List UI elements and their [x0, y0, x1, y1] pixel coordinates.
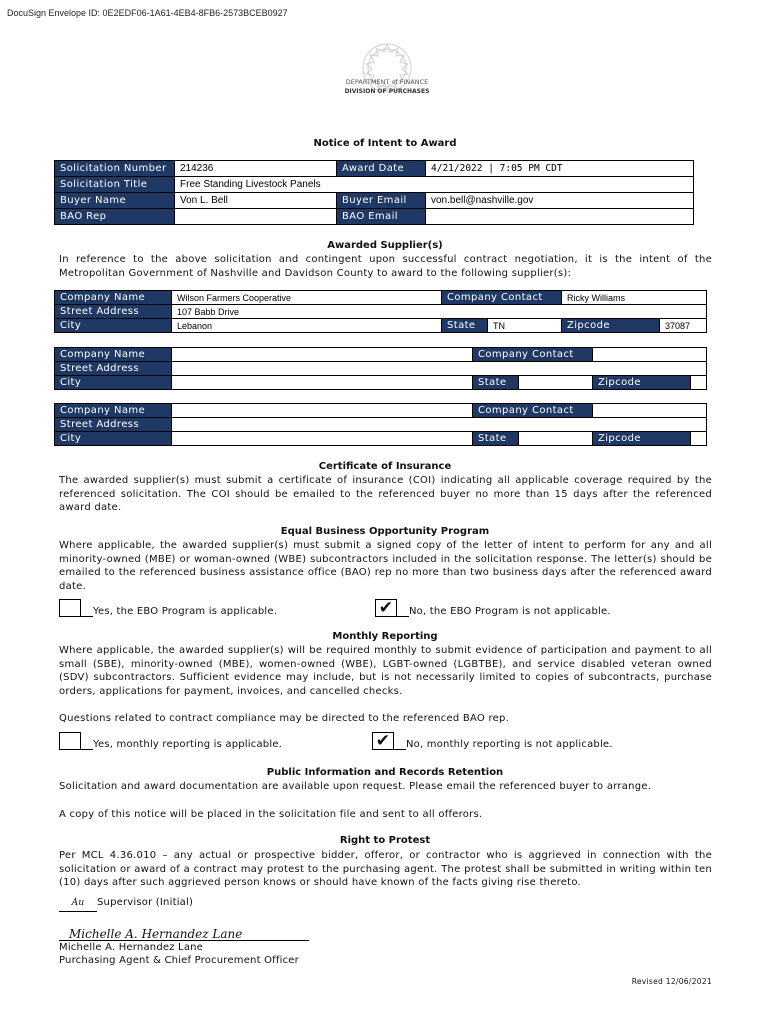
purchasing-agent-signature: Michelle A. Hernandez Lane [69, 927, 243, 941]
monthly-yes-checkbox[interactable] [59, 732, 81, 750]
copy-notice-text: A copy of this notice will be placed in the solicitation file and sent to all offerors. [59, 809, 483, 820]
company-name-label: Company Name [55, 348, 172, 362]
solicitation-title-label: Solicitation Title [55, 177, 175, 193]
company-name-value: Wilson Farmers Cooperative [172, 291, 442, 305]
awarded-suppliers-text: In reference to the above solicitation and contingent upon successful contract negotiation, it is the intent of the Metropolitan Government of Nashville and Davidson County to award to the following supplier(s): [59, 254, 712, 279]
ebo-heading: Equal Business Opportunity Program [280, 526, 490, 537]
zipcode-label: Zipcode [562, 319, 660, 333]
right-to-protest-text: Per MCL 4.36.010 – any actual or prospective bidder, offeror, or contractor who is aggrieved in connection with the solicitation or award of a contract may protest to the purchasing agent. The protest shall be submitted in writing within ten (10) days after such aggrieved person knows or should have known of the facts giving rise thereto. [59, 850, 712, 889]
zipcode-value [691, 432, 707, 446]
monthly-yes-label: Yes, monthly reporting is applicable. [93, 739, 283, 750]
city-value [172, 376, 473, 390]
purchasing-agent-name: Michelle A. Hernandez Lane [59, 942, 204, 953]
seal-line1: DEPARTMENT of FINANCE [345, 78, 429, 86]
ebo-yes-checkbox[interactable] [59, 599, 81, 617]
solicitation-number-label: Solicitation Number [55, 161, 175, 177]
monthly-reporting-text: Where applicable, the awarded supplier(s) will be required monthly to submit evidence of participation and payment to all small (SBE), minority-owned (MBE), women-owned (WBE), LGBT-owned (LGBTBE), and service disabled veteran owned (SDV) subcontractors. Sufficient evidence may include, but is not necessarily limited to copies of subcontracts, purchase orders, applications for payment, invoices, and cancelled checks. [59, 645, 712, 697]
ebo-no-checkbox[interactable]: ✔ [375, 599, 397, 617]
awarded-suppliers-heading: Awarded Supplier(s) [327, 240, 443, 251]
city-label: City [55, 376, 172, 390]
buyer-email-label: Buyer Email [337, 193, 426, 209]
state-label: State [473, 376, 519, 390]
supplier-table-3 [54, 403, 707, 446]
city-value [172, 432, 473, 446]
company-contact-label: Company Contact [473, 348, 593, 362]
ebo-text: Where applicable, the awarded supplier(s) must submit a signed copy of the letter of intent to perform for any and all minority-owned (MBE) or woman-owned (WBE) subcontractors included in the solicitation response. The letter(s) should be emailed to the referenced business assistance office (BAO) rep no more than two business days after the referenced award date. [59, 540, 712, 592]
buyer-name-value: Von L. Bell [175, 193, 337, 209]
state-value [519, 432, 593, 446]
bao-rep-label: BAO Rep [55, 209, 175, 225]
company-name-label: Company Name [55, 291, 172, 305]
monthly-no-option[interactable] [372, 732, 613, 750]
city-label: City [55, 319, 172, 333]
state-value [519, 376, 593, 390]
zipcode-label: Zipcode [593, 376, 691, 390]
company-name-value [172, 348, 473, 362]
supervisor-initial-line [59, 897, 193, 912]
street-address-value [172, 418, 707, 432]
bao-rep-value [175, 209, 337, 225]
street-address-label: Street Address [55, 418, 172, 432]
revised-date: Revised 12/06/2021 [631, 977, 712, 986]
ebo-no-option[interactable] [375, 599, 611, 617]
compliance-questions-text: Questions related to contract compliance may be directed to the referenced BAO rep. [59, 713, 510, 724]
bao-email-value [426, 209, 694, 225]
company-contact-value [593, 348, 707, 362]
company-contact-value: Ricky Williams [562, 291, 707, 305]
company-name-value [172, 404, 473, 418]
state-label: State [473, 432, 519, 446]
ebo-yes-option[interactable] [59, 599, 277, 617]
monthly-reporting-heading: Monthly Reporting [332, 631, 438, 642]
signature-line [59, 923, 309, 941]
ebo-yes-label: Yes, the EBO Program is applicable. [93, 606, 278, 617]
coi-heading: Certificate of Insurance [318, 461, 452, 472]
city-value: Lebanon [172, 319, 442, 333]
solicitation-info-table [54, 160, 694, 225]
supervisor-initial-label: Supervisor (Initial) [97, 897, 194, 908]
state-label: State [442, 319, 488, 333]
buyer-email-value: von.bell@nashville.gov [426, 193, 694, 209]
company-contact-label: Company Contact [442, 291, 562, 305]
solicitation-title-value: Free Standing Livestock Panels [175, 177, 694, 193]
street-address-value [172, 362, 707, 376]
street-address-label: Street Address [55, 305, 172, 319]
supplier-table-1 [54, 290, 707, 333]
city-label: City [55, 432, 172, 446]
coi-text: The awarded supplier(s) must submit a certificate of insurance (COI) indicating all applicable coverage required by the referenced solicitation. The COI should be emailed to the referenced buyer no more than 15 days after the referenced award date. [59, 475, 712, 514]
supplier-table-2 [54, 347, 707, 390]
seal-emblem-icon [330, 42, 445, 102]
solicitation-number-value: 214236 [175, 161, 337, 177]
monthly-yes-option[interactable] [59, 732, 282, 750]
award-date-value: 4/21/2022 | 7:05 PM CDT [426, 161, 694, 177]
docusign-envelope-id: DocuSign Envelope ID: 0E2EDF06-1A61-4EB4-8FB6-2573BCEB0927 [7, 8, 288, 18]
monthly-no-label: No, monthly reporting is not applicable. [406, 739, 613, 750]
company-contact-label: Company Contact [473, 404, 593, 418]
right-to-protest-heading: Right to Protest [339, 835, 431, 846]
public-info-text: Solicitation and award documentation are available upon request. Please email the referenced buyer to arrange. [59, 781, 652, 792]
department-seal-logo [330, 42, 445, 102]
street-address-value: 107 Babb Drive [172, 305, 707, 319]
buyer-name-label: Buyer Name [55, 193, 175, 209]
seal-line2: DIVISION OF PURCHASES [344, 88, 430, 95]
zipcode-value: 37087 [660, 319, 707, 333]
zipcode-label: Zipcode [593, 432, 691, 446]
supervisor-initials: Au [71, 898, 85, 908]
award-date-label: Award Date [337, 161, 426, 177]
document-title: Notice of Intent to Award [313, 138, 457, 149]
state-value: TN [488, 319, 562, 333]
company-name-label: Company Name [55, 404, 172, 418]
street-address-label: Street Address [55, 362, 172, 376]
bao-email-label: BAO Email [337, 209, 426, 225]
zipcode-value [691, 376, 707, 390]
company-contact-value [593, 404, 707, 418]
purchasing-agent-title: Purchasing Agent & Chief Procurement Officer [59, 955, 299, 966]
ebo-no-label: No, the EBO Program is not applicable. [409, 606, 611, 617]
public-info-heading: Public Information and Records Retention [266, 767, 504, 778]
monthly-no-checkbox[interactable]: ✔ [372, 732, 394, 750]
